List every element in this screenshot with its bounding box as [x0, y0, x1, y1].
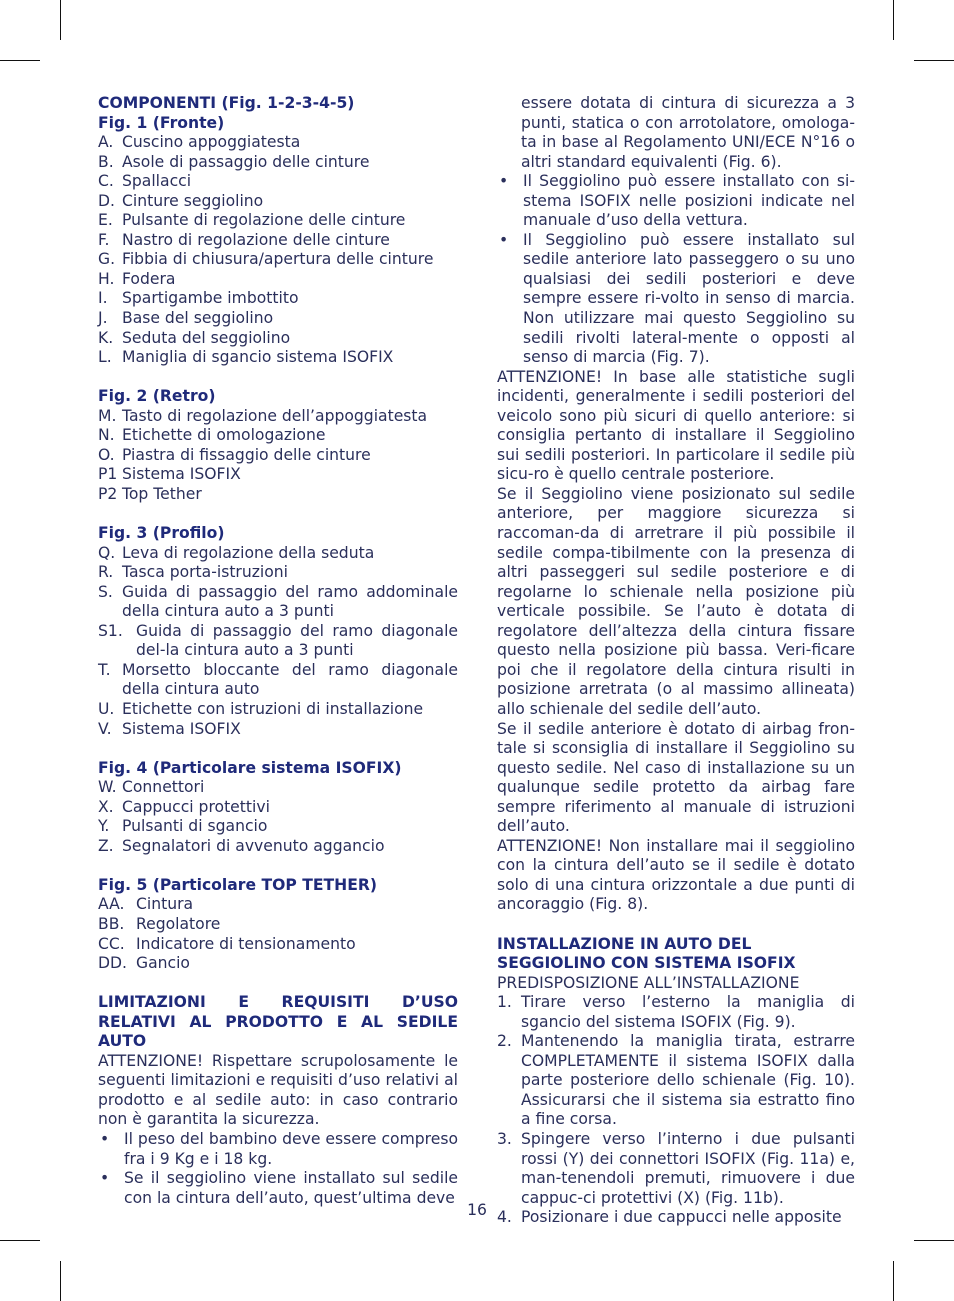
list-text: Guida di passaggio del ramo addominale della cintura auto a 3 punti	[122, 582, 458, 621]
list-marker: 3.	[497, 1129, 512, 1148]
fig2-heading: Fig. 2 (Retro)	[98, 387, 216, 406]
list-text: Pulsanti di sgancio	[122, 817, 268, 836]
list-marker: T.	[98, 660, 111, 679]
list-marker: X.	[98, 797, 114, 816]
crop-mark	[0, 60, 40, 61]
crop-mark	[914, 1240, 954, 1241]
list-marker: P1	[98, 465, 118, 484]
crop-mark	[893, 1261, 894, 1301]
fig1-list	[98, 133, 458, 368]
component-item	[98, 133, 458, 153]
list-text: Etichette con istruzioni di installazione	[122, 699, 424, 718]
fig1-heading: Fig. 1 (Fronte)	[98, 113, 225, 132]
list-text: Posizionare i due cappucci nelle apposite	[521, 1208, 842, 1227]
list-marker: H.	[98, 269, 115, 288]
continued-text: essere dotata di cintura di sicurezza a 3 punti, statica o con arrotolatore, omologa-ta in base al Regolamento UNI/ECE N°16 o altri standard equivalenti (Fig. 6).	[521, 94, 855, 171]
list-text: Guida di passaggio del ramo diagonale del-la cintura auto a 3 punti	[136, 621, 458, 660]
requirement-item	[98, 1130, 458, 1169]
crop-mark	[60, 1261, 61, 1301]
bullet-text: Il Seggiolino può essere installato con si-stema ISOFIX nelle posizioni indicate nel manuale d’uso della vettura.	[523, 172, 855, 230]
component-item	[98, 270, 458, 290]
list-marker: BB.	[98, 914, 125, 933]
list-text: Sistema ISOFIX	[122, 719, 241, 738]
fig2-list	[98, 407, 458, 505]
right-bullets	[497, 172, 855, 367]
component-item	[98, 915, 458, 935]
limits-heading: LIMITAZIONI E REQUISITI D’USO RELATIVI AL PRODOTTO E AL SEDILE AUTO	[98, 993, 458, 1051]
list-marker: V.	[98, 719, 112, 738]
component-item	[98, 407, 458, 427]
list-marker: I.	[98, 289, 108, 308]
list-text: Segnalatori di avvenuto aggancio	[122, 836, 385, 855]
list-text: Pulsante di regolazione delle cinture	[122, 211, 406, 230]
crop-mark	[60, 0, 61, 40]
list-text: Connettori	[122, 778, 205, 797]
list-marker: S.	[98, 582, 113, 601]
bullet-text: Il Seggiolino può essere installato sul sedile anteriore lato passeggero o su uno qualsiasi dei sedili posteriori e deve sempre essere ri-volto in senso di marcia. Non utilizzare mai questo Seggiolino su sedili rivolti lateral-mente o opposti al senso di marcia (Fig. 7).	[523, 230, 855, 367]
list-marker: P2	[98, 484, 118, 503]
list-text: Fodera	[122, 269, 176, 288]
list-marker: 2.	[497, 1032, 512, 1051]
bullet-text: Il peso del bambino deve essere compreso fra i 9 Kg e i 18 kg.	[124, 1129, 458, 1168]
list-text: Cintura	[136, 895, 194, 914]
component-item	[98, 172, 458, 192]
list-text: Nastro di regolazione delle cinture	[122, 230, 390, 249]
component-item	[98, 231, 458, 251]
component-item	[98, 309, 458, 329]
component-item	[98, 720, 458, 740]
bullet-icon: •	[100, 1129, 110, 1148]
limits-bullets	[98, 1130, 458, 1208]
list-text: Spartigambe imbottito	[122, 289, 299, 308]
list-text: Tasca porta-istruzioni	[122, 563, 288, 582]
component-item	[98, 622, 458, 661]
fig4-list	[98, 778, 458, 856]
right-column	[497, 94, 855, 1228]
bullet-text: Se il seggiolino viene installato sul sedile con la cintura dell’auto, quest’ultima deve	[124, 1169, 458, 1207]
list-marker: G.	[98, 250, 116, 269]
list-marker: D.	[98, 191, 115, 210]
crop-mark	[914, 60, 954, 61]
bullet-icon: •	[100, 1169, 110, 1188]
list-marker: W.	[98, 778, 117, 797]
list-marker: DD.	[98, 954, 127, 973]
list-marker: B.	[98, 152, 114, 171]
list-text: Piastra di fissaggio delle cinture	[122, 445, 371, 464]
component-item	[98, 954, 458, 974]
list-text: Top Tether	[122, 484, 202, 503]
list-marker: O.	[98, 445, 115, 464]
paragraph-2: Se il Seggiolino viene posizionato sul sedile anteriore, per maggiore sicurezza si raccoman-da di arretrare il più possibile il sedile compa-tibilmente con la presenza di altri passeggeri sul sedile posteriore e di regolarne lo schienale nella posizione più verticale possibile. Se l’auto è dotata di regolatore dell’altezza della cintura fissare questo nella posizione più bassa. Veri-ficare poi che il regolatore della cintura risulti in posizione arretrata (o al massimo allineata) allo schienale del sedile dell’auto.	[497, 484, 855, 718]
component-item	[98, 837, 458, 857]
component-item	[98, 563, 458, 583]
component-item	[98, 426, 458, 446]
list-text: Etichette di omologazione	[122, 426, 326, 445]
list-text: Base del seggiolino	[122, 309, 274, 328]
list-marker: N.	[98, 426, 115, 445]
install-step	[497, 1032, 855, 1130]
list-marker: A.	[98, 133, 114, 152]
component-item	[98, 485, 458, 505]
fig3-heading: Fig. 3 (Profilo)	[98, 524, 225, 543]
install-subheading: PREDISPOSIZIONE ALL’INSTALLAZIONE	[497, 973, 800, 992]
component-item	[98, 544, 458, 564]
list-text: Fibbia di chiusura/apertura delle cinture	[122, 250, 434, 269]
list-marker: M.	[98, 406, 117, 425]
list-text: Cuscino appoggiatesta	[122, 133, 301, 152]
component-item	[98, 348, 458, 368]
list-text: Spallacci	[122, 172, 192, 191]
install-step	[497, 993, 855, 1032]
component-item	[98, 700, 458, 720]
list-text: Leva di regolazione della seduta	[122, 543, 375, 562]
warning-paragraph-4: ATTENZIONE! Non installare mai il seggiolino con la cintura dell’auto se il sedile è dotato solo di una cintura orizzontale a due punti di ancoraggio (Fig. 8).	[497, 836, 855, 914]
component-item	[98, 250, 458, 270]
component-item	[98, 289, 458, 309]
component-item	[98, 465, 458, 485]
list-text: Maniglia di sgancio sistema ISOFIX	[122, 348, 394, 367]
fig5-heading: Fig. 5 (Particolare TOP TETHER)	[98, 875, 377, 894]
component-item	[98, 211, 458, 231]
component-item	[98, 798, 458, 818]
list-text: Indicatore di tensionamento	[136, 934, 356, 953]
list-marker: U.	[98, 699, 115, 718]
component-item	[98, 935, 458, 955]
fig4-heading: Fig. 4 (Particolare sistema ISOFIX)	[98, 758, 402, 777]
paragraph-3: Se il sedile anteriore è dotato di airbag fron-tale si sconsiglia di installare il Seggiolino su questo sedile. Nel caso di installazione su un qualunque sedile protetto da airbag fare sempre riferimento al manuale di istruzioni dell’auto.	[497, 719, 855, 836]
install-step	[497, 1130, 855, 1208]
components-heading: COMPONENTI (Fig. 1-2-3-4-5)	[98, 94, 355, 112]
list-marker: Y.	[98, 817, 110, 836]
list-text: Spingere verso l’interno i due pulsanti rossi (Y) dei connettori ISOFIX (Fig. 11a) e, man-tenendoli premuti, rimuovere i due cappuc-ci protettivi (X) (Fig. 11b).	[521, 1129, 855, 1207]
requirement-item	[497, 172, 855, 231]
component-item	[98, 446, 458, 466]
list-text: Cinture seggiolino	[122, 191, 264, 210]
fig3-list	[98, 544, 458, 739]
list-text: Tirare verso l’esterno la maniglia di sgancio del sistema ISOFIX (Fig. 9).	[521, 993, 855, 1031]
component-item	[98, 329, 458, 349]
list-text: Morsetto bloccante del ramo diagonale della cintura auto	[122, 660, 458, 699]
component-item	[98, 778, 458, 798]
list-text: Asole di passaggio delle cinture	[122, 152, 370, 171]
left-column	[98, 94, 458, 1208]
crop-mark	[893, 0, 894, 40]
list-marker: E.	[98, 211, 113, 230]
list-marker: CC.	[98, 934, 125, 953]
list-marker: C.	[98, 172, 114, 191]
list-marker: 4.	[497, 1208, 512, 1227]
warning-paragraph-1: ATTENZIONE! In base alle statistiche sugli incidenti, generalmente i sedili posteriori del veicolo sono più sicuri di quello anteriore: si consiglia pertanto di installare il Seggiolino sui sedili posteriori. In particolare il sedile più sicu-ro è quello centrale posteriore.	[497, 367, 855, 484]
list-marker: 1.	[497, 993, 512, 1012]
install-heading: INSTALLAZIONE IN AUTO DEL SEGGIOLINO CON SISTEMA ISOFIX	[497, 934, 796, 973]
list-marker: S1.	[98, 621, 123, 640]
list-marker: L.	[98, 348, 112, 367]
list-marker: Z.	[98, 836, 114, 855]
bullet-icon: •	[499, 172, 509, 191]
list-text: Gancio	[136, 954, 190, 973]
crop-mark	[0, 1240, 40, 1241]
list-text: Regolatore	[136, 914, 221, 933]
requirement-item	[497, 231, 855, 368]
list-text: Mantenendo la maniglia tirata, estrarre COMPLETAMENTE il sistema ISOFIX dalla parte posteriore dello schienale (Fig. 10). Assicurarsi che il sistema sia estratto fino a fine corsa.	[521, 1032, 855, 1129]
list-text: Cappucci protettivi	[122, 797, 270, 816]
component-item	[98, 661, 458, 700]
list-text: Tasto di regolazione dell’appoggiatesta	[122, 406, 428, 425]
component-item	[98, 895, 458, 915]
component-item	[98, 817, 458, 837]
list-marker: R.	[98, 563, 114, 582]
component-item	[98, 583, 458, 622]
list-marker: K.	[98, 328, 114, 347]
list-text: Sistema ISOFIX	[122, 465, 241, 484]
steps-list	[497, 993, 855, 1228]
bullet-icon: •	[499, 230, 509, 249]
list-text: Seduta del seggiolino	[122, 328, 291, 347]
list-marker: F.	[98, 230, 110, 249]
list-marker: Q.	[98, 543, 116, 562]
fig5-list	[98, 895, 458, 973]
list-marker: J.	[98, 309, 108, 328]
component-item	[98, 153, 458, 173]
component-item	[98, 192, 458, 212]
page-number: 16	[467, 1201, 487, 1219]
list-marker: AA.	[98, 895, 125, 914]
limits-paragraph: ATTENZIONE! Rispettare scrupolosamente le seguenti limitazioni e requisiti d’uso relativi al prodotto e al sedile auto: in caso contrario non è garantita la sicurezza.	[98, 1051, 458, 1129]
